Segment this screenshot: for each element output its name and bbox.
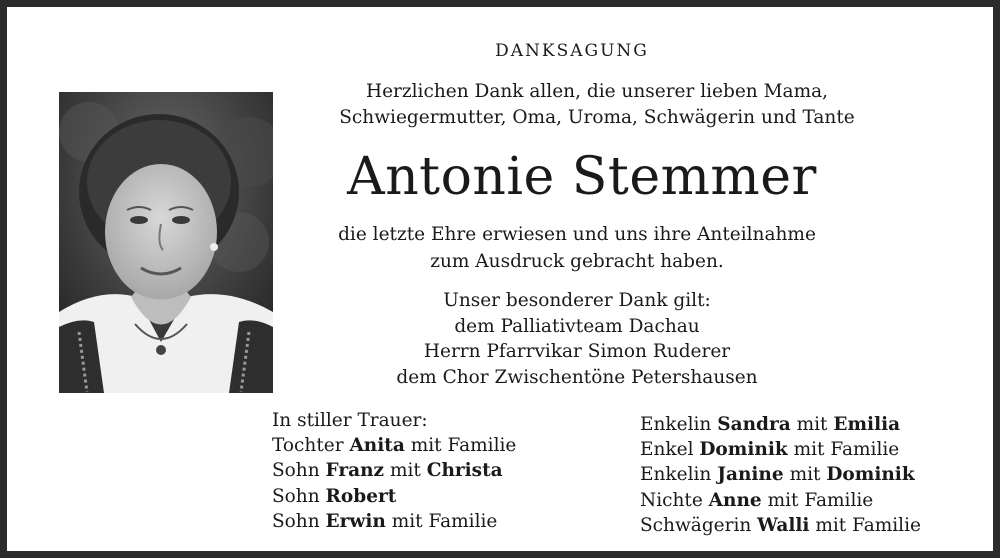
thanks-text — [257, 221, 897, 275]
special-thanks-line: Herrn Pfarrvikar Simon Ruderer — [423, 341, 731, 362]
conjunction: mit — [389, 460, 421, 482]
relation: Schwägerin — [640, 514, 752, 536]
special-thanks-line: dem Chor Zwischentöne Petershausen — [396, 366, 758, 388]
conjunction: mit — [410, 435, 442, 457]
portrait-photo — [59, 92, 273, 393]
family-suffix: Familie — [447, 435, 517, 457]
relation: Enkelin — [640, 414, 712, 435]
mourners-header: In stiller Trauer: — [272, 410, 428, 431]
mourner-line — [640, 462, 921, 487]
conjunction: mit — [789, 464, 821, 486]
relation: Nichte — [640, 489, 703, 511]
conjunction: mit — [767, 489, 799, 511]
family-suffix: Familie — [830, 439, 900, 461]
mourner-name: Janine — [717, 464, 784, 486]
mourner-name: Anita — [349, 435, 405, 457]
partner-name: Emilia — [833, 414, 901, 435]
mourner-line — [640, 488, 921, 513]
mourner-name: Sandra — [717, 414, 791, 435]
portrait-illustration — [59, 92, 273, 393]
thanks-line: zum Ausdruck gebracht haben. — [430, 251, 724, 272]
relation: Sohn — [272, 485, 320, 507]
mourner-line — [640, 437, 921, 462]
mourner-name: Franz — [325, 460, 385, 482]
notice-heading: DANKSAGUNG — [495, 41, 649, 61]
partner-name: Dominik — [826, 464, 915, 486]
family-suffix: Familie — [804, 489, 874, 511]
special-thanks-line: dem Palliativteam Dachau — [454, 315, 700, 337]
conjunction: mit — [391, 510, 423, 532]
relation: Tochter — [272, 435, 344, 457]
conjunction: mit — [796, 414, 828, 435]
mourners-left-column — [272, 408, 516, 534]
mourners-right-column — [640, 412, 921, 538]
relation: Sohn — [272, 460, 320, 482]
intro-line: Schwiegermutter, Oma, Uroma, Schwägerin und Tante — [339, 107, 855, 128]
mourner-line — [640, 412, 921, 437]
conjunction: mit — [815, 514, 847, 536]
mourner-name: Robert — [325, 485, 397, 507]
relation: Enkel — [640, 439, 694, 461]
relation: Enkelin — [640, 464, 712, 486]
deceased-name: Antonie Stemmer — [347, 147, 817, 207]
mourner-line — [272, 458, 516, 483]
thanks-line: die letzte Ehre erwiesen und uns ihre Anteilnahme — [338, 224, 816, 245]
special-thanks — [257, 288, 897, 390]
mourner-name: Erwin — [325, 510, 386, 532]
mourner-line — [272, 433, 516, 458]
mourner-line — [272, 509, 516, 534]
relation: Sohn — [272, 510, 320, 532]
conjunction: mit — [793, 439, 825, 461]
family-suffix: Familie — [852, 514, 921, 536]
mourner-name: Anne — [708, 489, 762, 511]
special-thanks-line: Unser besonderer Dank gilt: — [443, 290, 711, 311]
mourner-line — [640, 513, 921, 538]
intro-text — [257, 79, 937, 131]
mourner-line — [272, 484, 516, 509]
partner-name: Christa — [426, 460, 503, 482]
mourner-name: Dominik — [699, 439, 788, 461]
mourner-name: Walli — [757, 514, 810, 536]
intro-line: Herzlichen Dank allen, die unserer lieben Mama, — [365, 81, 829, 102]
family-suffix: Familie — [428, 510, 498, 532]
